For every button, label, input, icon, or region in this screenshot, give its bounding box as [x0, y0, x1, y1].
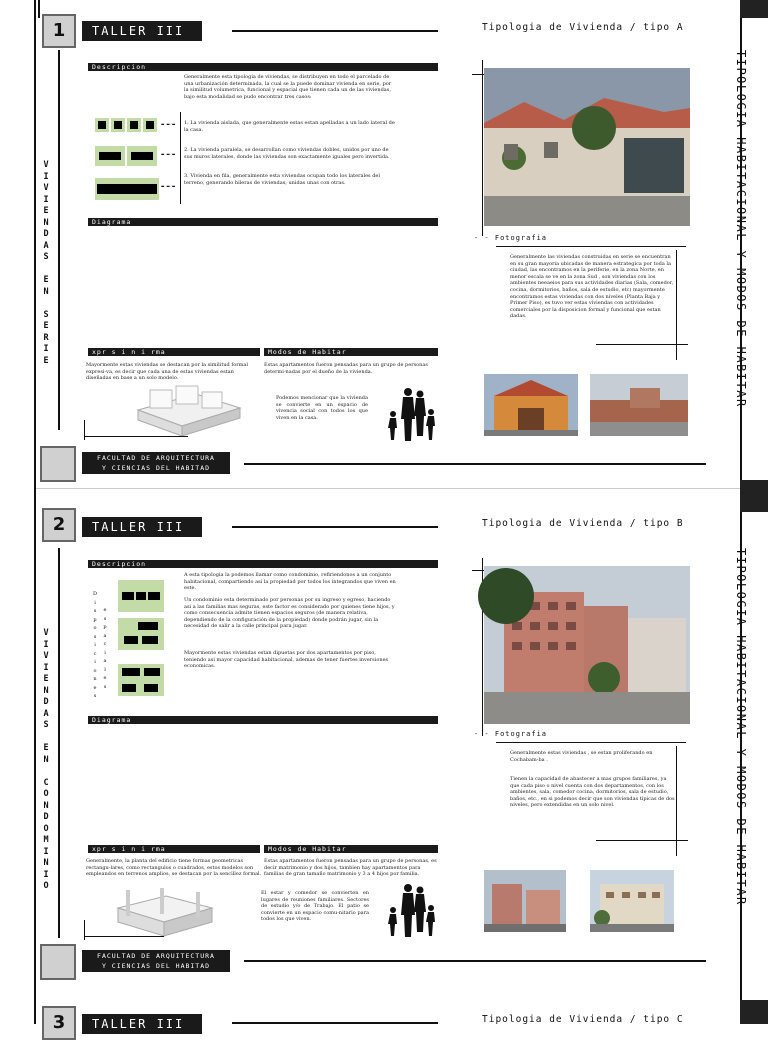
- photo-condominium-type-b: [484, 566, 690, 724]
- tipologia-title: Tipologia de Vivienda / tipo C: [482, 1014, 684, 1025]
- tipologia-title: Tipologia de Vivienda / tipo B: [482, 518, 684, 529]
- house-row-icon-2: [95, 146, 157, 166]
- facultad-bar: FACULTAD DE ARQUITECTURA Y CIENCIAS DEL HABITAD: [82, 452, 230, 474]
- modos-text-2: Podemos mencionar que la vivienda se convierte en un espacio de vivencia social con todos los que viven en la casa.: [276, 395, 368, 421]
- people-silhouette-icon: [386, 882, 436, 938]
- tipologia-title: Tipologia de Vivienda / tipo A: [482, 22, 684, 33]
- facultad-bar: FACULTAD DE ARQUITECTURA Y CIENCIAS DEL HABITAD: [82, 950, 230, 972]
- diagrama-bar: Diagrama: [88, 218, 438, 226]
- 3d-condo-model: [116, 886, 214, 938]
- case-2: 2. La vivienda paralela, se desarrollan como viviendas dobles, unidos por uno de sus muros laterales, donde las viviendas son exactamente iguales pero invertida.: [184, 147, 390, 160]
- footer-box: [40, 446, 76, 482]
- modos-text: Estas apartamentos fueron pensadas para un grupo de personas determi-nadas por el dueño de la vivienda.: [264, 362, 428, 375]
- taller-title: TALLER III A: [82, 21, 202, 41]
- photo-houses-type-a: [484, 68, 690, 226]
- foto-text-2: Tienen la capacidad de abastecer a mas grupos familiares, ya que cada piso o nivel cuenta con dos departamentos, con los ambientes, sala, comedor cocina, dormitorios, sala de estudio, baños, etc., en si podemos decir que son viviendas tipicas de dos niveles, pero extendidas en un solo nivel.: [510, 776, 675, 809]
- descripcion-bar: Descripcion: [88, 63, 438, 71]
- condo-plan-2: [118, 618, 164, 650]
- disposiciones-label: D i s p o s i c i o n e s: [92, 591, 97, 699]
- sheet-number: 3: [42, 1006, 76, 1040]
- house-row-icon-1: [95, 118, 157, 132]
- photo-condo-small-1: [484, 870, 566, 932]
- modos-text-2: El estar y comedor se convierten en lugares de reuniones familiares. Sectores de estudio y/o de Trabajo. El patio se convierte en un espacio comu-nitario para todos los que viven.: [261, 890, 369, 923]
- foto-label: - - Fotografia: [474, 730, 548, 738]
- expresion-bar: xpr s i n i rma: [88, 348, 260, 356]
- condo-plan-1: [118, 580, 164, 612]
- sheet-number: 1: [42, 14, 76, 48]
- vertical-title: V I V I E N D A S E N C O N D O M I N I O: [43, 628, 49, 891]
- desc-p3: Mayormente estas viviendas estan dipuetas por dos apartamentos por piso, teniendo asi mayor capacidad habitacional, ademas de tener fuertes inversiones economicas.: [184, 650, 389, 670]
- modos-bar: Modos de Habitar: [264, 845, 438, 853]
- expresion-bar: xpr s i n i rma: [88, 845, 260, 853]
- photo-building-small-1: [484, 374, 578, 436]
- footer-box: [40, 944, 76, 980]
- taller-title: TALLER III A: [82, 517, 202, 537]
- desc-intro: A esta tipologia la podemos llamar como condominio, refiriendonos a un conjunto habitacional, compartiendo asi la propiedad por todos los integrandos que viven en este.: [184, 572, 396, 592]
- side-title-2: TIPOLOGIA HABITACIONAL Y MODOS DE HABITAR: [734, 548, 748, 906]
- case-1: 1. La vivienda aislada, que generalmente estas estan apelladas a un lado lateral de la casa.: [184, 120, 395, 133]
- photo-street-small-1: [590, 374, 688, 436]
- desc-intro: Generalmente esta tipologia de viviendas, se distribuyen en todo el parcelado de una urbanización determinada, la cual se la puede dominar vivienda en serie, por la similitud volumetrica, funcional y espacial que tienen cada un de las viviendas, bajo esta modalidad se pudo encontrar tres casos:: [184, 74, 392, 100]
- diagrama-bar: Diagrama: [88, 716, 438, 724]
- 3d-house-model: [136, 380, 242, 438]
- left-border-line: [34, 0, 36, 1024]
- descripcion-bar: Descripcion: [88, 560, 438, 568]
- photo-condo-small-2: [590, 870, 674, 932]
- modos-bar: Modos de Habitar: [264, 348, 438, 356]
- foto-label: - - Fotografia: [474, 234, 548, 242]
- taller-title: TALLER III A: [82, 1014, 202, 1034]
- foto-text: Generalmente las viviendas construidas en serie se encuentran en su gran mayoria ubicadas de manera estrategica por toda la ciudad, las encontramos en la periferie, en la zona Norte, en menor escala se ve en la zona Sud , son viviendas con los ambientes neeaeios para sus actividades diarias (Sala, comedor, cocina, dormitorios, baños, sala de estudio, etc) mayormente encontramos estas viviendas con dos niveles (Planta Baja y Primer Piso), es tuvo ver estas viviendas con actividades comerciales por la disposicion formal y funcional que estan dadas.: [510, 254, 674, 320]
- foto-text: Generalmente estas viviendas , se estan proliferando en Cochabam-ba .: [510, 750, 653, 763]
- espaciales-label: e s p a c i a l e s: [103, 607, 107, 690]
- sheet-number: 2: [42, 508, 76, 542]
- modos-text: Estas apartamentos fueron pensadas para un grupo de personas, es decir matrimonio y dos hijos, tambien hay apartamentos para familias de gran tamaño matrimonio y 3 a 4 hijos por familia.: [264, 858, 437, 878]
- expr-text: Generalmente, la planta del edificio tiene formas geometricas rectangu-lares, como rectangulos o cuadrados, estos modelos son empleandos en terrenos amplios, se destacan por la sencillez formal.: [86, 858, 262, 878]
- expr-text: Mayormente estas viviendas se destacan por la similitud formal expresi-va, es decir que cada una de estas viviendas estan diseñadas en base a un solo modelo.: [86, 362, 248, 382]
- desc-p2: Un condominio esta determinado por personas por su ingreso y egreso, haciendo asi a las familias mas seguras, este factor es considerado por quienes tiene hijos, y como consecuencia admite tienen espacios seguros (de manera relativa, dependiendo de la configuración de la propiedad) donde podrán jugar, sin la necesidad de salir a la calle principal para jugar.: [184, 597, 395, 630]
- condo-plan-3: [118, 664, 164, 696]
- vertical-title: V I V I E N D A S E N S E R I E: [43, 160, 49, 366]
- side-title-1: TIPOLOGIA HABITACIONAL Y MODOS DE HABITAR: [734, 50, 748, 408]
- case-3: 3. Vivienda en fila, generalmente esta viviendas ocupan todo los laterales del terreno, generando hileras de viviendas, unidas unas con otras.: [184, 173, 380, 186]
- people-silhouette-icon: [386, 386, 436, 442]
- house-row-icon-3: [95, 178, 159, 200]
